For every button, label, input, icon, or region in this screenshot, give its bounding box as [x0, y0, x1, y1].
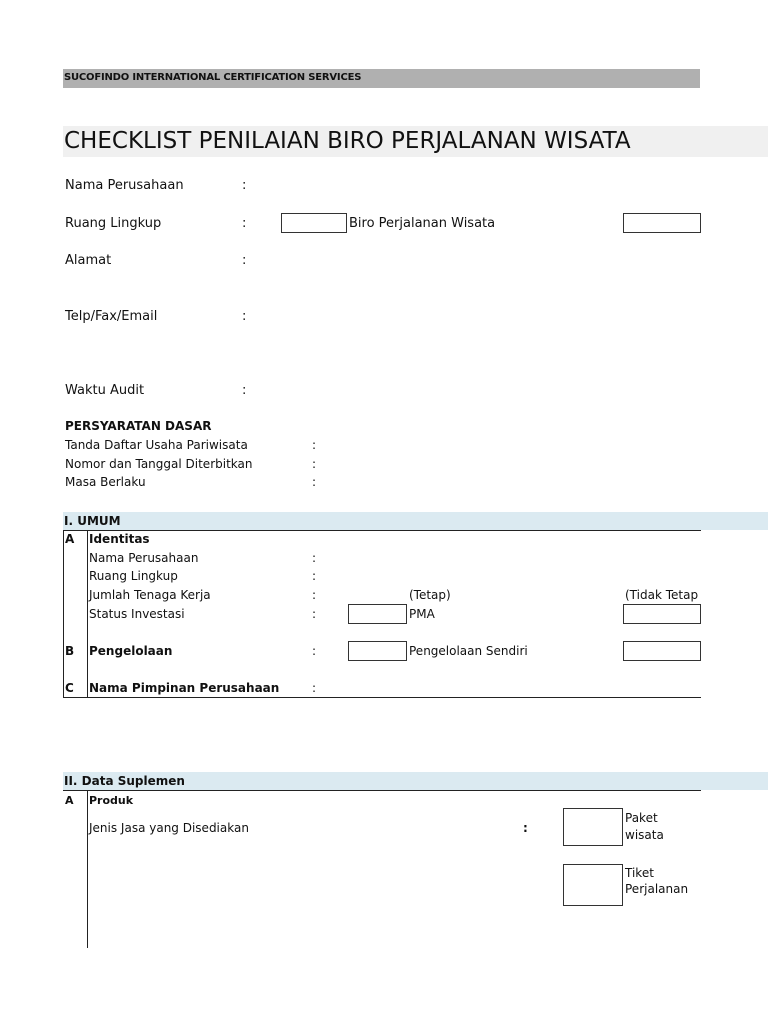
persyaratan-title: PERSYARATAN DASAR — [65, 419, 212, 433]
option-paket-line2: wisata — [625, 828, 664, 842]
checkbox-pengelolaan-2[interactable] — [623, 641, 701, 661]
umum-left-border — [63, 530, 64, 698]
label-alamat: Alamat — [65, 253, 112, 268]
option-paket-line1: Paket — [625, 811, 658, 825]
option-pma: PMA — [409, 607, 435, 621]
checkbox-pma[interactable] — [348, 604, 407, 624]
suplemen-top-line — [63, 790, 701, 791]
colon: : — [312, 681, 317, 695]
umum-c-letter: C — [65, 681, 74, 695]
umum-c-title: Nama Pimpinan Perusahaan — [89, 681, 280, 695]
umum-b-title: Pengelolaan — [89, 644, 173, 658]
label-telp: Telp/Fax/Email — [65, 309, 158, 324]
colon: : — [312, 551, 317, 565]
suplemen-title: II. Data Suplemen — [64, 774, 185, 788]
colon: : — [242, 178, 247, 193]
colon: : — [523, 821, 528, 835]
umum-a-item: Status Investasi — [89, 607, 185, 621]
persyaratan-item: Nomor dan Tanggal Diterbitkan — [65, 457, 253, 471]
colon: : — [242, 383, 247, 398]
colon: : — [242, 216, 247, 231]
colon: : — [312, 588, 317, 602]
suplemen-col-divider — [87, 790, 88, 948]
colon: : — [312, 644, 317, 658]
label-tetap: (Tetap) — [409, 588, 451, 602]
page-title: CHECKLIST PENILAIAN BIRO PERJALANAN WISATA — [64, 128, 631, 154]
umum-b-letter: B — [65, 644, 75, 658]
checkbox-investasi-2[interactable] — [623, 604, 701, 624]
colon: : — [242, 309, 247, 324]
umum-a-title: Identitas — [89, 532, 150, 546]
umum-a-item: Jumlah Tenaga Kerja — [89, 588, 211, 602]
label-nama-perusahaan: Nama Perusahaan — [65, 178, 184, 193]
colon: : — [312, 438, 317, 452]
umum-bottom-line — [63, 697, 701, 698]
colon: : — [312, 475, 317, 489]
colon: : — [312, 607, 317, 621]
umum-a-item: Nama Perusahaan — [89, 551, 199, 565]
umum-col-divider — [87, 530, 88, 698]
checkbox-ruang-2[interactable] — [623, 213, 701, 233]
org-name: SUCOFINDO INTERNATIONAL CERTIFICATION SERVICES — [64, 72, 362, 83]
umum-a-item: Ruang Lingkup — [89, 569, 178, 583]
umum-bar — [63, 512, 768, 530]
persyaratan-item: Masa Berlaku — [65, 475, 146, 489]
checkbox-biro[interactable] — [281, 213, 347, 233]
umum-title: I. UMUM — [64, 514, 121, 528]
suplemen-a-letter: A — [65, 794, 74, 807]
checkbox-pengelolaan-sendiri[interactable] — [348, 641, 407, 661]
option-pengelolaan-sendiri: Pengelolaan Sendiri — [409, 644, 528, 658]
label-ruang-lingkup: Ruang Lingkup — [65, 216, 162, 231]
umum-top-line — [63, 530, 701, 531]
checkbox-tiket-perjalanan[interactable] — [563, 864, 623, 906]
umum-a-letter: A — [65, 532, 75, 546]
colon: : — [242, 253, 247, 268]
suplemen-a-title: Produk — [89, 794, 134, 807]
label-waktu-audit: Waktu Audit — [65, 383, 145, 398]
label-tidak-tetap: (Tidak Tetap — [625, 588, 699, 602]
option-biro-perjalanan-wisata: Biro Perjalanan Wisata — [349, 216, 496, 231]
persyaratan-item: Tanda Daftar Usaha Pariwisata — [65, 438, 248, 452]
checkbox-paket-wisata[interactable] — [563, 808, 623, 846]
label-jenis-jasa: Jenis Jasa yang Disediakan — [89, 821, 249, 835]
option-tiket-line2: Perjalanan — [625, 882, 689, 896]
colon: : — [312, 569, 317, 583]
option-tiket-line1: Tiket — [625, 866, 654, 880]
colon: : — [312, 457, 317, 471]
